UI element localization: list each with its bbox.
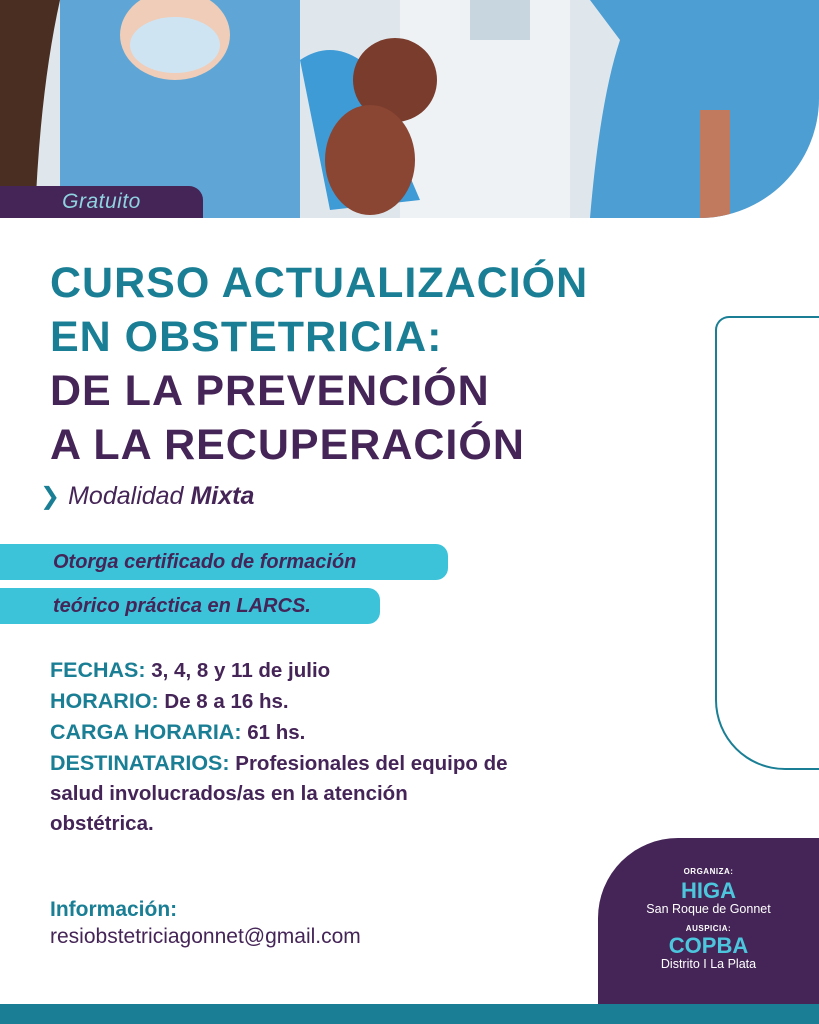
certificate-banner-line-1: Otorga certificado de formación: [0, 544, 448, 580]
contact-label: Información:: [50, 898, 178, 921]
title-line-4: A LA RECUPERACIÓN: [50, 421, 525, 469]
course-details: [50, 655, 510, 839]
dates-value: 3, 4, 8 y 11 de julio: [151, 659, 331, 682]
chevron-right-icon: ❯: [40, 483, 61, 510]
organizer-panel: [598, 838, 819, 1024]
hours-value: 61 hs.: [247, 721, 306, 744]
title-line-1: CURSO ACTUALIZACIÓN: [50, 259, 589, 307]
dates-row: [50, 655, 510, 686]
dates-label: FECHAS:: [50, 658, 146, 682]
title-line-3: DE LA PREVENCIÓN: [50, 367, 490, 415]
schedule-label: HORARIO:: [50, 689, 159, 713]
schedule-row: [50, 686, 510, 717]
decorative-frame: [715, 316, 819, 770]
organiza-name: HIGA: [681, 878, 736, 903]
modality-value: Mixta: [190, 482, 255, 510]
contact-email[interactable]: resiobstetriciagonnet@gmail.com: [50, 925, 361, 948]
audience-label: DESTINATARIOS:: [50, 751, 230, 775]
modality: [40, 482, 254, 511]
auspicia-sub: Distrito I La Plata: [660, 957, 757, 971]
audience-row: [50, 748, 510, 839]
organiza-label: ORGANIZA:: [683, 867, 734, 876]
organiza-sub: San Roque de Gonnet: [646, 902, 771, 916]
course-title: [50, 256, 650, 472]
certificate-banner-line-2: teórico práctica en LARCS.: [0, 588, 380, 624]
free-badge: Gratuito: [0, 186, 203, 218]
auspicia-label: AUSPICIA:: [685, 924, 732, 933]
footer-bar: [0, 1004, 819, 1024]
modality-label: Modalidad: [68, 482, 184, 510]
hours-label: CARGA HORARIA:: [50, 720, 242, 744]
hours-row: [50, 717, 510, 748]
schedule-value: De 8 a 16 hs.: [164, 690, 289, 713]
auspicia-name: COPBA: [668, 933, 749, 958]
title-line-2: EN OBSTETRICIA:: [50, 313, 443, 361]
contact-block: [50, 898, 361, 949]
audience-value: Profesionales del equipo de salud involucrados/as en la atención obstétrica.: [50, 752, 508, 835]
